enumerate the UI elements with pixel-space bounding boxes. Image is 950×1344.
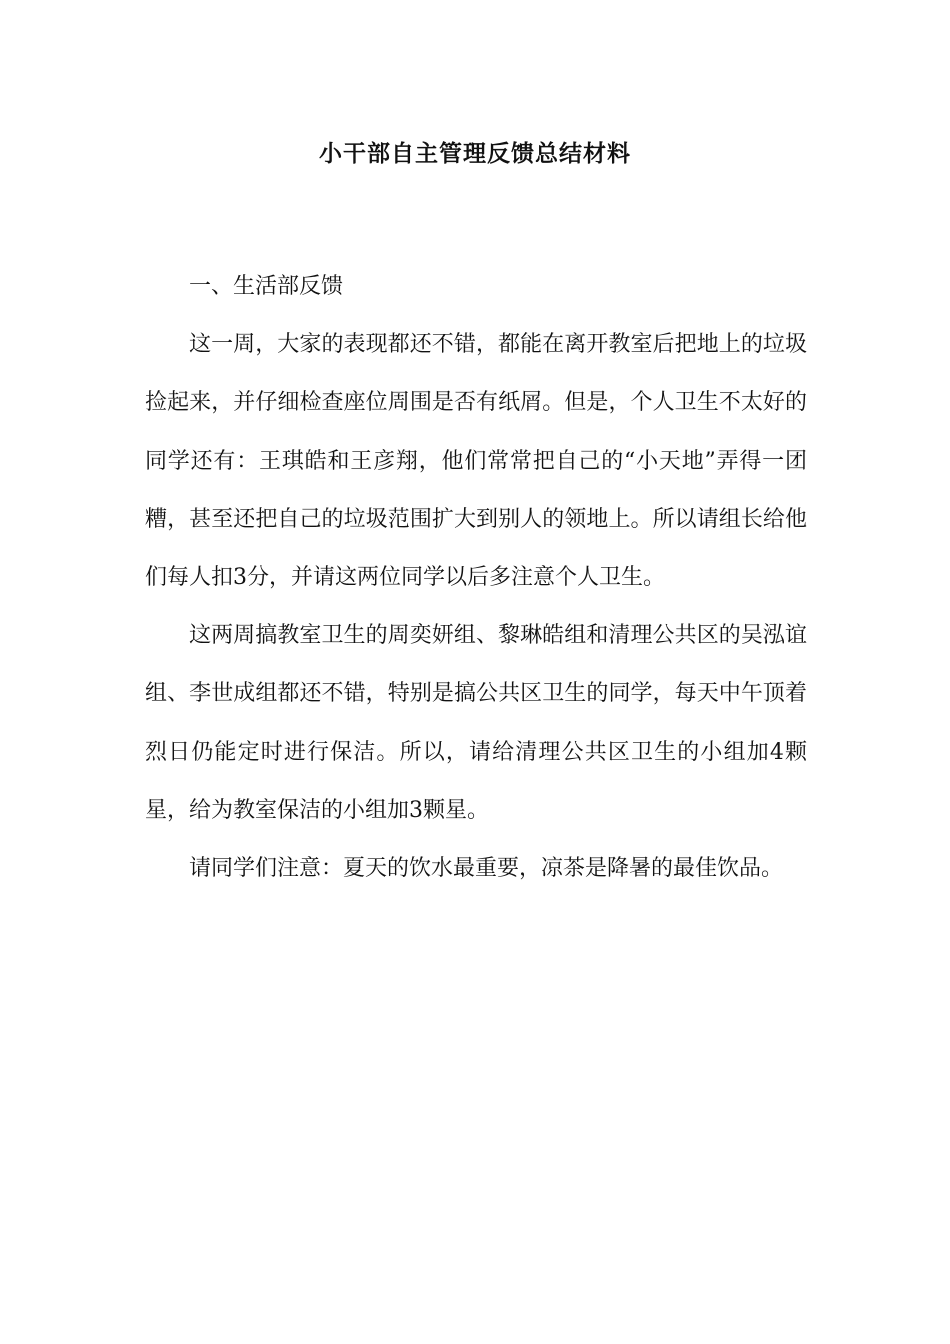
paragraph: 这两周搞教室卫生的周奕妍组、黎琳皓组和清理公共区的吴泓谊组、李世成组都还不错，特别是搞公共区卫生的同学，每天中午顶着烈日仍能定时进行保洁。所以，请给清理公共区卫生的小组加4颗星，给为教室保洁的小组加3颗星。 [145, 623, 807, 823]
document-body [145, 258, 807, 898]
paragraph: 这一周，大家的表现都还不错，都能在离开教室后把地上的垃圾捡起来，并仔细检查座位周围是否有纸屑。但是，个人卫生不太好的同学还有：王琪皓和王彦翔，他们常常把自己的“小天地”弄得一团糟，甚至还把自己的垃圾范围扩大到别人的领地上。所以请组长给他们每人扣3分，并请这两位同学以后多注意个人卫生。 [145, 332, 807, 591]
section-heading: 一、生活部反馈 [189, 274, 344, 299]
paragraph: 请同学们注意：夏天的饮水最重要，凉茶是降暑的最佳饮品。 [189, 856, 784, 882]
document-title: 小干部自主管理反馈总结材料 [319, 140, 631, 167]
